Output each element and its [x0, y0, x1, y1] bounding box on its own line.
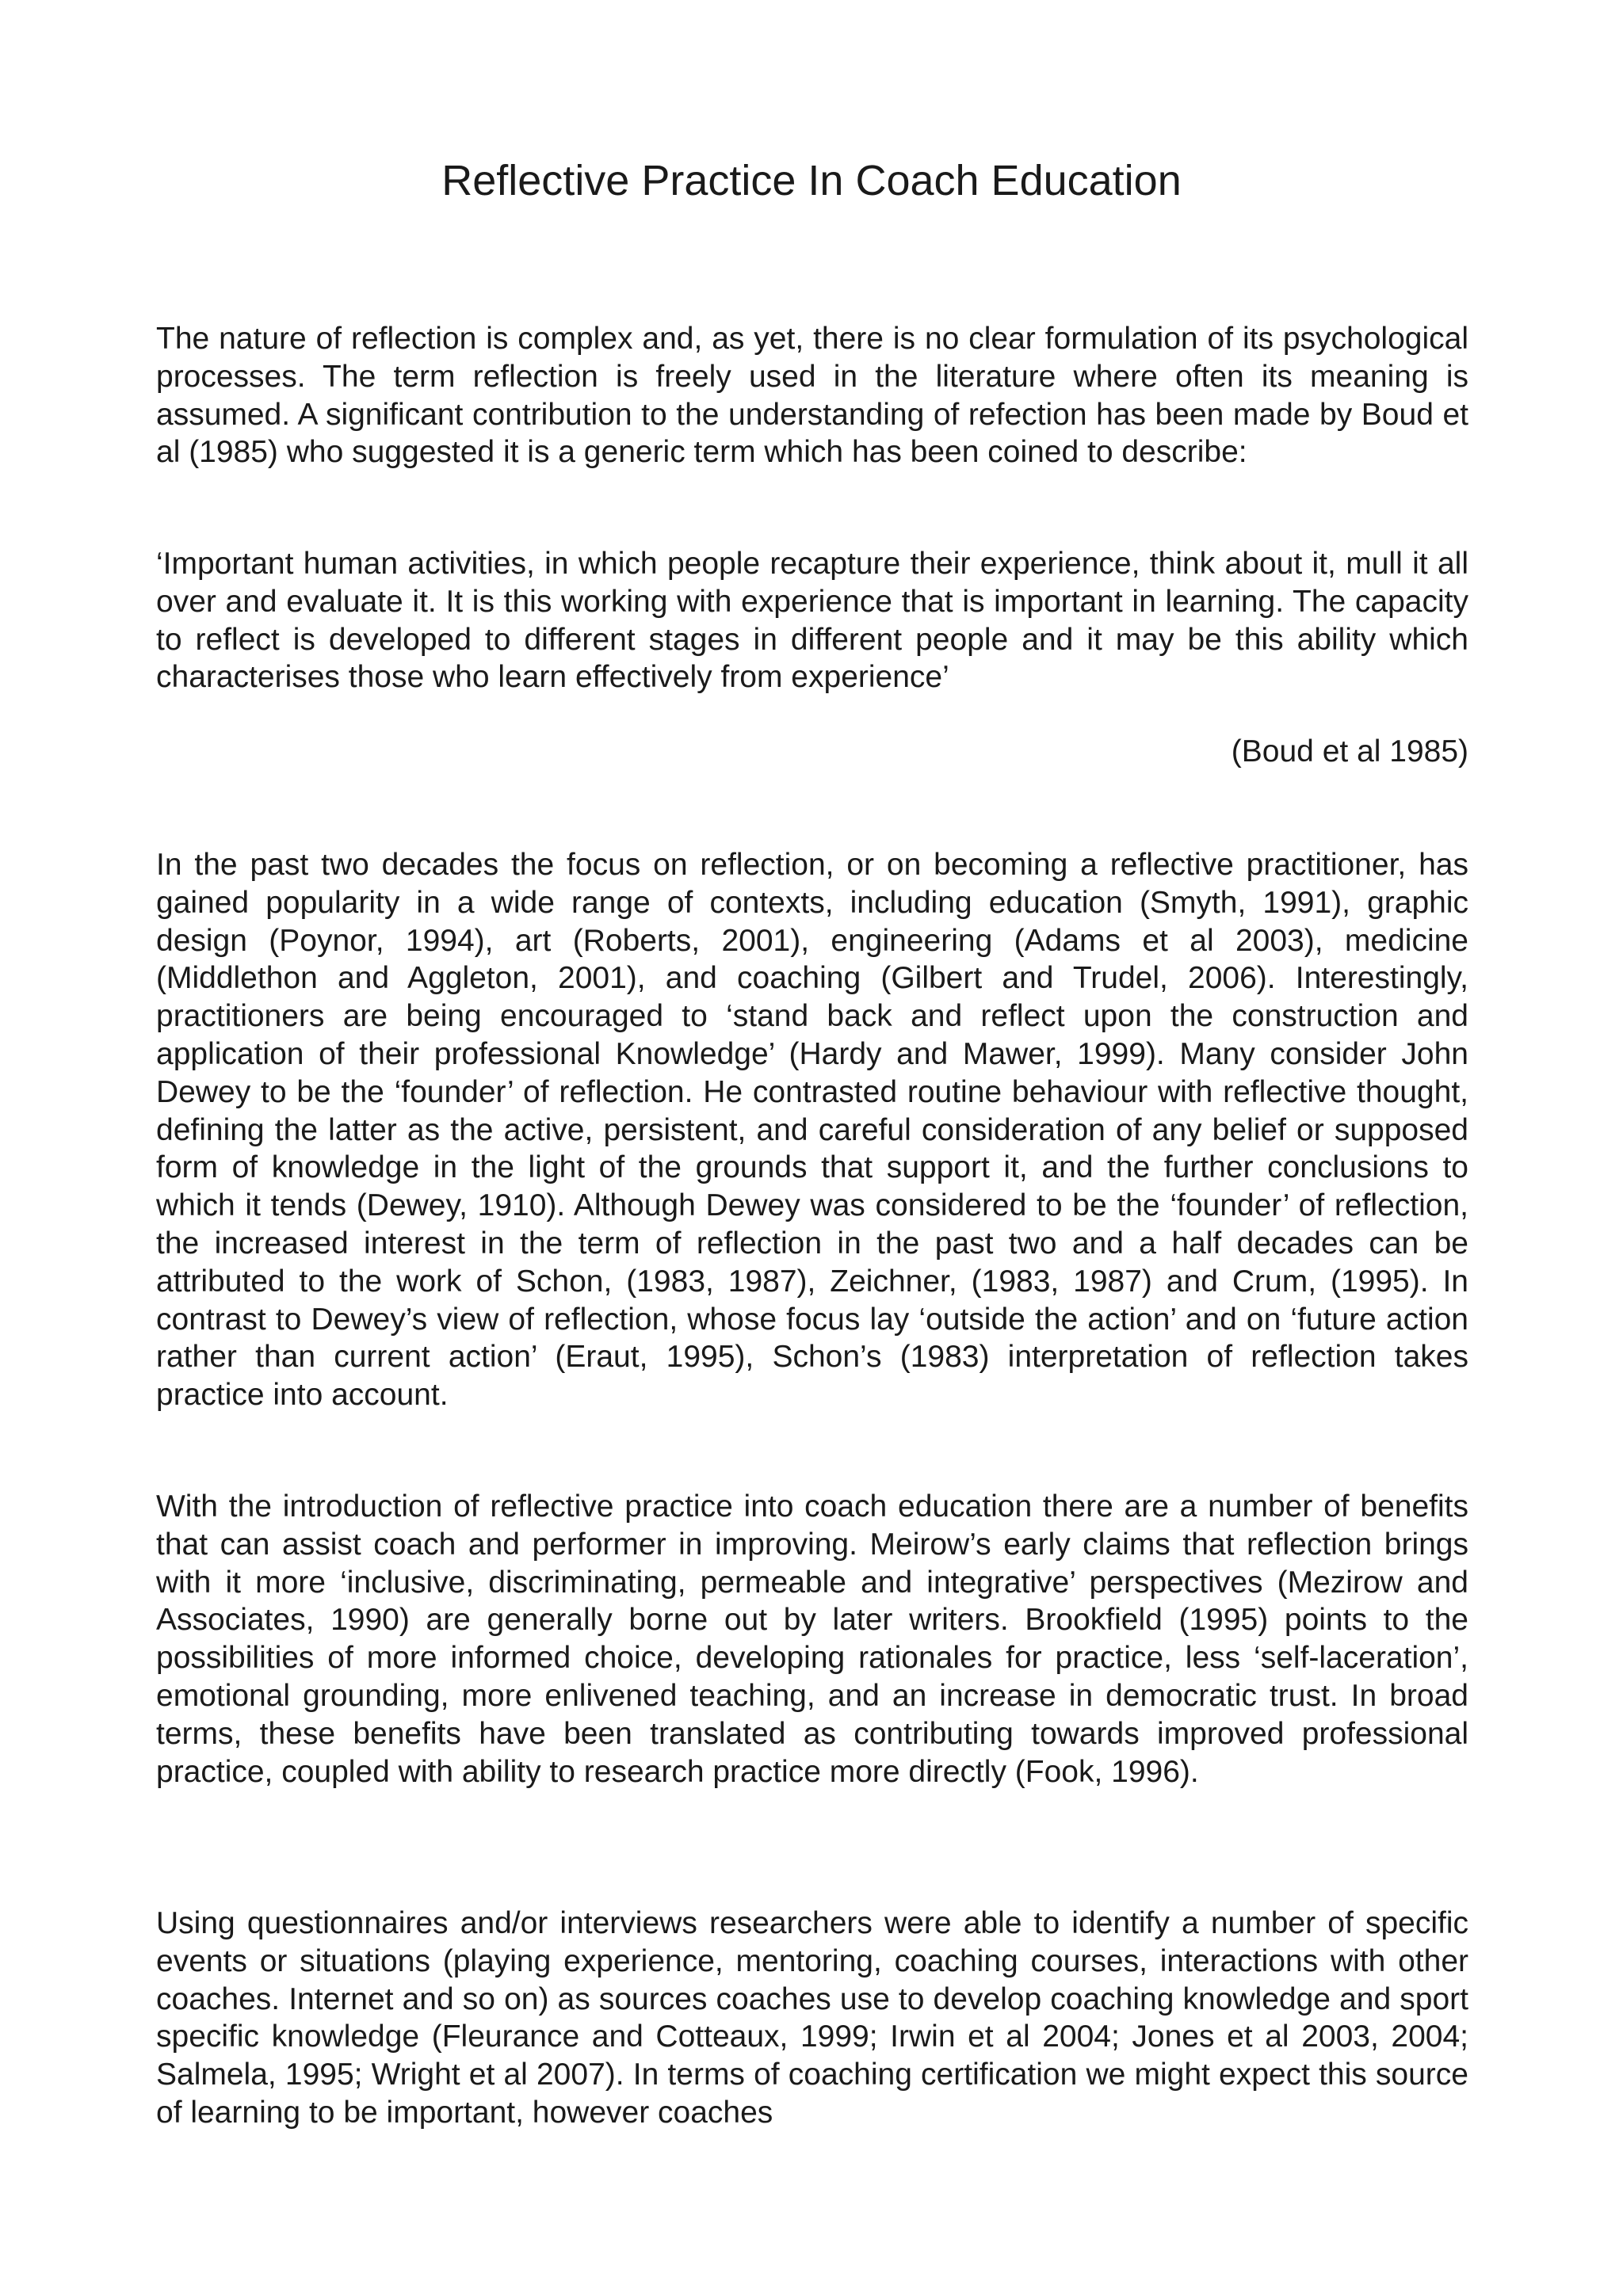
quote-citation: (Boud et al 1985) — [1231, 734, 1468, 769]
benefits-paragraph: With the introduction of reflective practice into coach education there are a number of benefits that can assist coach and performer in improving. Meirow’s early claims that reflection brings with it more ‘inclusive, discriminating, permeable and integrative’ perspectives (Mezirow and Associates, 1990) are generally borne out by later writers. Brookfield (1995) points to the possibilities of more informed choice, developing rationales for practice, less ‘self-laceration’, emotional grounding, more enlivened teaching, and an increase in democratic trust. In broad terms, these benefits have been translated as contributing towards improved professional practice, coupled with ability to research practice more directly (Fook, 1996). — [156, 1489, 1468, 1789]
block-quote: ‘Important human activities, in which people recapture their experience, think about it, mull it all over and evaluate it. It is this working with experience that is important in learning. The capacity to reflect is developed to different stages in different people and it may be this ability which characterises those who learn effectively from experience’ — [156, 547, 1468, 695]
page-title: Reflective Practice In Coach Education — [441, 157, 1182, 204]
sources-paragraph: Using questionnaires and/or interviews researchers were able to identify a number of specific events or situations (playing experience, mentoring, coaching courses, interactions with other coaches. Internet and so on) as sources coaches use to develop coaching knowledge and sport specific knowledge (Fleurance and Cotteaux, 1999; Irwin et al 2004; Jones et al 2003, 2004; Salmela, 1995; Wright et al 2007). In terms of coaching certification we might expect this source of learning to be important, however coaches — [156, 1906, 1468, 2130]
intro-paragraph: The nature of reflection is complex and, as yet, there is no clear formulation of its psychological processes. The term reflection is freely used in the literature where often its meaning is assumed. A significant contribution to the understanding of refection has been made by Boud et al (1985) who suggested it is a generic term which has been coined to describe: — [156, 322, 1468, 470]
history-paragraph: In the past two decades the focus on reflection, or on becoming a reflective practitioner, has gained popularity in a wide range of contexts, including education (Smyth, 1991), graphic design (Poynor, 1994), art (Roberts, 2001), engineering (Adams et al 2003), medicine (Middlethon and Aggleton, 2001), and coaching (Gilbert and Trudel, 2006). Interestingly, practitioners are being encouraged to ‘stand back and reflect upon the construction and application of their professional Knowledge’ (Hardy and Mawer, 1999). Many consider John Dewey to be the ‘founder’ of reflection. He contrasted routine behaviour with reflective thought, defining the latter as the active, persistent, and careful consideration of any belief or supposed form of knowledge in the light of the grounds that support it, and the further conclusions to which it tends (Dewey, 1910). Although Dewey was considered to be the ‘founder’ of reflection, the increased interest in the term of reflection in the past two and a half decades can be attributed to the work of Schon, (1983, 1987), Zeichner, (1983, 1987) and Crum, (1995). In contrast to Dewey’s view of reflection, whose focus lay ‘outside the action’ and on ‘future action rather than current action’ (Eraut, 1995), Schon’s (1983) interpretation of reflection takes practice into account. — [156, 848, 1468, 1413]
